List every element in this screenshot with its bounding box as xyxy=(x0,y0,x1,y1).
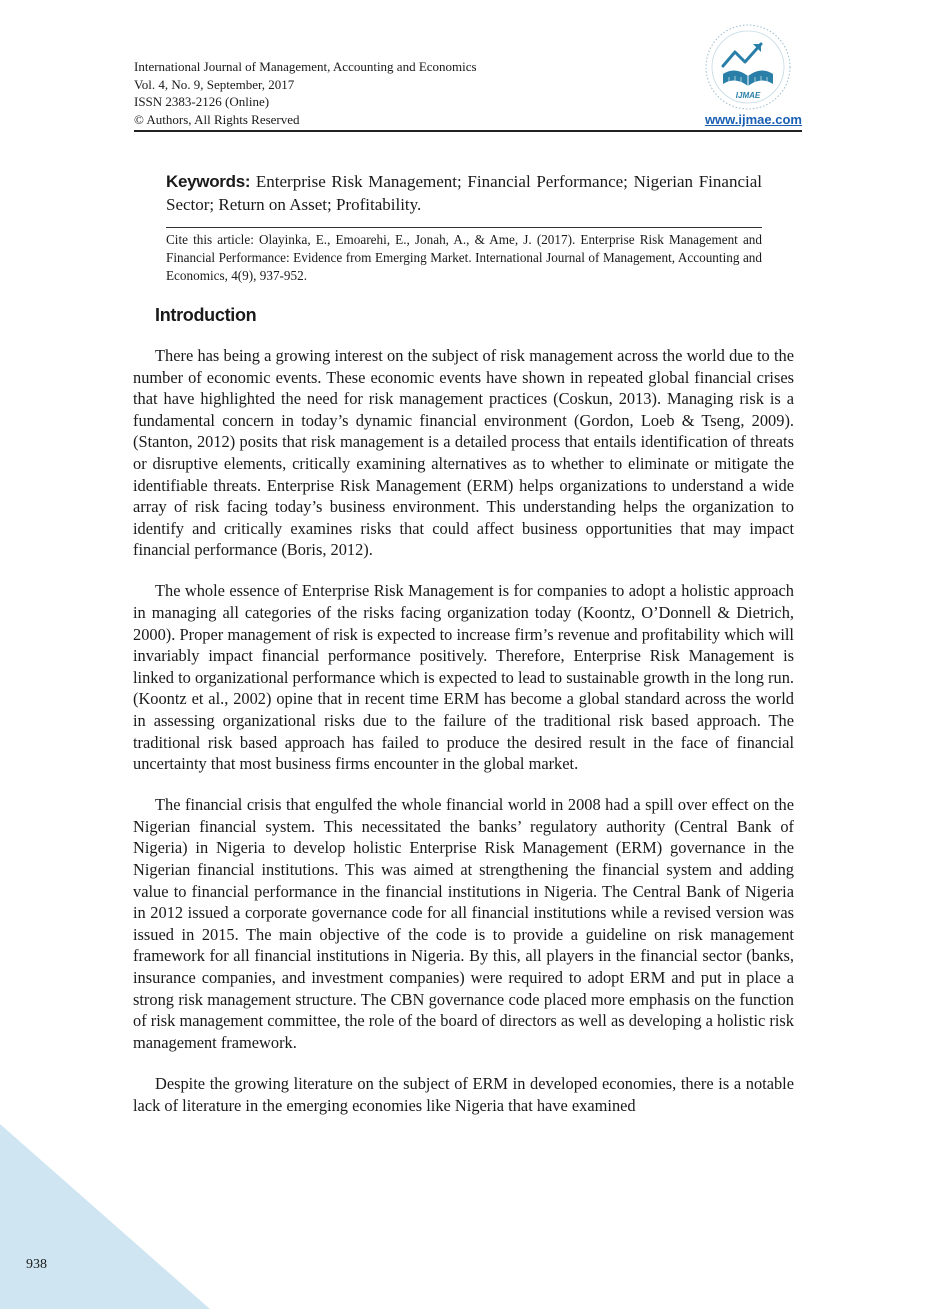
journal-rights: © Authors, All Rights Reserved xyxy=(134,111,300,127)
citation: Cite this article: Olayinka, E., Emoarehi, E., Jonah, A., & Ame, J. (2017). Enterprise Risk Management and Financial Performance: Evidence from Emerging Market. International Journal of Management, Accounting and Economics, 4(9), 937-952. xyxy=(166,232,762,283)
journal-name: International Journal of Management, Accounting and Economics xyxy=(134,59,477,74)
journal-issn: ISSN 2383-2126 (Online) xyxy=(134,94,270,109)
header-divider xyxy=(134,130,802,132)
keywords-label: Keywords: xyxy=(166,172,251,191)
citation-divider xyxy=(166,227,762,228)
corner-decoration xyxy=(0,1124,210,1309)
paragraph: The whole essence of Enterprise Risk Management is for companies to adopt a holistic approach in managing all categories of the risks facing organization today (Koontz, O’Donnell & Dietrich, 2000). Proper management of risk is expected to increase firm’s revenue and profitability which will invariably impact financial performance positively. Therefore, Enterprise Risk Management is linked to organizational performance which is expected to lead to sustainable growth in the long run. (Koontz et al., 2002) opine that in recent time ERM has become a global standard across the world in assessing organizational risks due to the failure of the traditional risk based approach. The traditional risk based approach has failed to produce the desired result in the face of financial uncertainty that most business firms encounter in the global market. xyxy=(133,581,794,774)
paragraph: Despite the growing literature on the subject of ERM in developed economies, there is a notable lack of literature in the emerging economies like Nigeria that have examined xyxy=(133,1073,794,1115)
section-title: Introduction xyxy=(155,305,257,325)
paragraph: The financial crisis that engulfed the whole financial world in 2008 had a spill over effect on the Nigerian financial system. This necessitated the banks’ regulatory authority (Central Bank of Nigeria) in Nigeria to develop holistic Enterprise Risk Management (ERM) governance in the Nigerian financial institutions. This was aimed at strengthening the financial system and adding value to financial performance in the financial institutions in Nigeria. The Central Bank of Nigeria in 2012 issued a corporate governance code for all financial institutions while a revised version was issued in 2015. The main objective of the code is to provide a guideline on risk management framework for all financial institutions in Nigeria. By this, all players in the financial sector (banks, insurance companies, and investment companies) were required to adopt ERM and put in place a strong risk management structure. The CBN governance code placed more emphasis on the function of risk management committee, the role of the board of directors as well as developing a holistic risk management framework. xyxy=(133,795,794,1052)
journal-header xyxy=(134,58,802,128)
journal-logo-icon xyxy=(703,22,793,112)
paragraph: There has being a growing interest on the subject of risk management across the world due to the number of economic events. These economic events have shown in repeated global financial crises that have highlighted the need for risk management practices (Coskun, 2013). Managing risk is a fundamental concern in today’s dynamic financial environment (Gordon, Loeb & Tseng, 2009). (Stanton, 2012) posits that risk management is a detailed process that entails identification of threats or disruptive elements, critically examining alternatives as to whether to eliminate or mitigate the identifiable threats. Enterprise Risk Management (ERM) helps organizations to understand a wide array of risk facing today’s business environment. This understanding helps the organization to identify and critically examines risks that could affect business opportunities that may impact financial performance (Boris, 2012). xyxy=(133,346,794,560)
keywords-block xyxy=(166,170,762,216)
page-number: 938 xyxy=(26,1257,47,1272)
logo-text: IJMAE xyxy=(735,91,761,100)
keywords-text: Enterprise Risk Management; Financial Performance; Nigerian Financial Sector; Return on Asset; Profitability. xyxy=(166,172,762,214)
journal-volume: Vol. 4, No. 9, September, 2017 xyxy=(134,76,295,92)
website-link[interactable]: www.ijmae.com xyxy=(704,112,802,127)
body-text xyxy=(133,345,794,1136)
